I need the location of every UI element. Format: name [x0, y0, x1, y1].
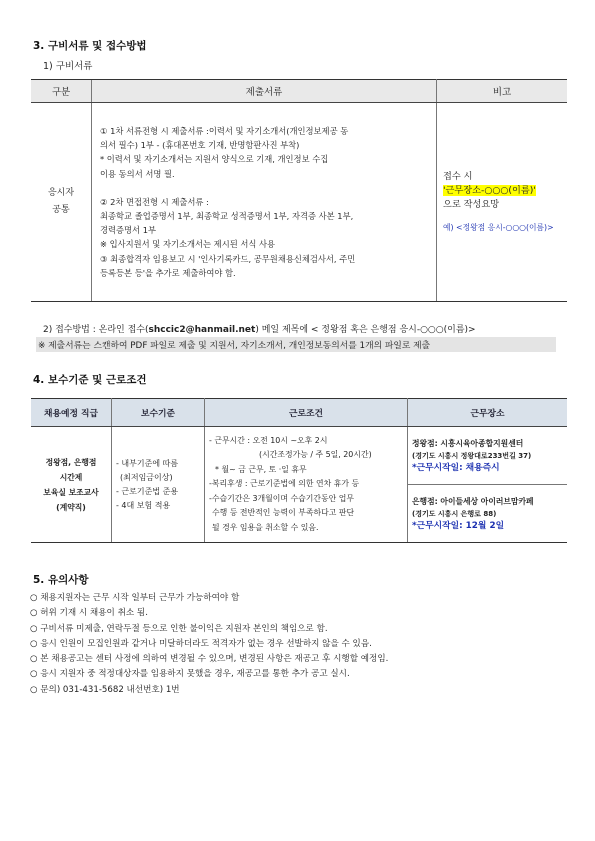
doc-line: ※ 입사지원서 및 자기소개서는 제시된 서식 사용	[100, 239, 276, 250]
note-line: 접수 시	[443, 170, 473, 182]
section5-title: 5. 유의사항	[33, 574, 89, 586]
note-cell	[437, 103, 568, 302]
notice-item: ○ 응시 지원자 중 적정대상자를 임용하지 못했을 경우, 재공고를 통한 추가 공고 실시.	[30, 669, 350, 680]
condition-line: 수행 등 전반적인 능력이 부족하다고 판단	[212, 508, 355, 518]
place1-address: (경기도 시흥시 정왕대로233번길 37)	[412, 451, 532, 460]
doc-line: ① 1차 서류전형 시 제출서류 :이력서 및 자기소개서(개인정보제공 동	[100, 125, 349, 136]
col-header-docs: 제출서류	[92, 80, 437, 103]
notice-list	[30, 591, 388, 698]
col-header-conditions: 근로조건	[205, 399, 408, 427]
place1-cell	[408, 427, 568, 485]
notice-item: ○ 구비서류 미제출, 연락두절 등으로 인한 불이익은 지원자 본인의 책임으로 함.	[30, 623, 328, 634]
doc-line: 경력증명서 1부	[100, 225, 157, 236]
place2-address: (경기도 시흥시 은행로 88)	[412, 509, 497, 518]
pay-line: - 근로기준법 준용	[116, 486, 179, 496]
position-line: (계약직)	[56, 502, 86, 512]
submission-method	[43, 322, 476, 335]
pay-line: - 내부기준에 따름	[116, 458, 179, 468]
position-line: 보육실 보조교사	[43, 487, 99, 497]
position-cell	[31, 427, 112, 543]
condition-line: 될 경우 임용을 취소할 수 있음.	[212, 522, 319, 532]
doc-line: ② 2차 면접전형 시 제출서류 :	[100, 196, 209, 207]
doc-line	[100, 181, 430, 195]
place2-cell	[408, 485, 568, 543]
doc-line: 이용 동의서 서명 필.	[100, 168, 175, 179]
note-example: 예) <정왕점 응시-○○○(이름)>	[443, 222, 554, 232]
docs-cell	[92, 103, 437, 302]
doc-line: 등록등본 등'을 추가로 제출하여야 함.	[100, 267, 236, 278]
condition-line: -복리후생 : 근로기준법에 의한 연차 휴가 등	[209, 479, 360, 489]
notice-item: ○ 허위 기재 시 채용이 취소 됨.	[30, 608, 148, 619]
position-line: 정왕점, 은행점	[45, 457, 97, 467]
notice-item: ○ 채용지원자는 근무 시작 일부터 근무가 가능하여야 함	[30, 593, 240, 603]
col-header-pay: 보수기준	[112, 399, 205, 427]
position-line: 시간제	[59, 472, 83, 482]
conditions-cell	[205, 427, 408, 543]
section3-sub1: 1) 구비서류	[43, 61, 93, 72]
submission-suffix: ) 메일 제목에 < 정왕점 혹은 은행점 응시-○○○(이름)>	[255, 325, 476, 335]
place1-name: 정왕점: 시흥시육아종합지원센터	[412, 438, 524, 448]
note-line: 으로 작성요망	[443, 198, 500, 210]
condition-line: * 월~ 금 근무, 토 ·일 휴무	[215, 464, 307, 474]
conditions-table	[31, 398, 567, 543]
notice-item: ○ 본 채용공고는 센터 사정에 의하여 변경될 수 있으며, 변경된 사항은 재공고 후 시행할 예정임.	[30, 654, 389, 665]
place1-start-date: *근무시작일: 채용즉시	[412, 462, 500, 473]
pay-line: - 4대 보험 적용	[116, 500, 171, 510]
doc-line: 최종학교 졸업증명서 1부, 최종학교 성적증명서 1부, 자격증 사본 1부,	[100, 211, 354, 221]
condition-line: -수습기간은 3개월이며 수습기간동안 업무	[209, 493, 354, 503]
submission-notice: ※ 제출서류는 스캔하여 PDF 파일로 제출 및 지원서, 자기소개서, 개인정보동의서를 1개의 파일로 제출	[36, 337, 556, 352]
pay-line: (최저임금이상)	[120, 472, 173, 482]
pay-cell	[112, 427, 205, 543]
place2-name: 은행점: 아이들세상 아이러브맘카페	[412, 496, 534, 506]
doc-line: ③ 최종합격자 임용보고 시 '인사기록카드, 공무원채용신체검사서, 주민	[100, 253, 356, 264]
submission-prefix: 2) 접수방법 : 온라인 접수(	[43, 325, 149, 335]
col-header-category: 구분	[31, 80, 92, 103]
category-cell	[31, 103, 92, 302]
condition-line: (시간조정가능 / 주 5일, 20시간)	[259, 450, 372, 460]
submission-email: shccic2@hanmail.net	[148, 325, 256, 335]
col-header-place: 근무장소	[408, 399, 568, 427]
col-header-position: 채용예정 직급	[31, 399, 112, 427]
col-header-note: 비고	[437, 80, 568, 103]
documents-table	[31, 79, 567, 302]
notice-item: ○ 문의) 031-431-5682 내선번호) 1번	[30, 684, 180, 695]
section4-title: 4. 보수기준 및 근로조건	[33, 374, 147, 386]
category-line: 응시자	[47, 188, 75, 198]
category-line: 공통	[52, 205, 70, 215]
doc-line: 의서 필수) 1부 - (휴대폰번호 기재, 반명함판사진 부착)	[100, 140, 300, 151]
place2-start-date: *근무시작일: 12월 2일	[412, 520, 505, 531]
doc-line: * 이력서 및 자기소개서는 지원서 양식으로 기재, 개인정보 수집	[100, 154, 329, 165]
note-highlight: '근무장소-○○○(이름)'	[443, 184, 536, 196]
section3-title: 3. 구비서류 및 접수방법	[33, 40, 147, 52]
notice-item: ○ 응시 인원이 모집인원과 같거나 미달하더라도 적격자가 없는 경우 선발하지 않을 수 있음.	[30, 638, 372, 649]
condition-line: - 근무시간 : 오전 10시 ~오후 2시	[209, 435, 328, 445]
